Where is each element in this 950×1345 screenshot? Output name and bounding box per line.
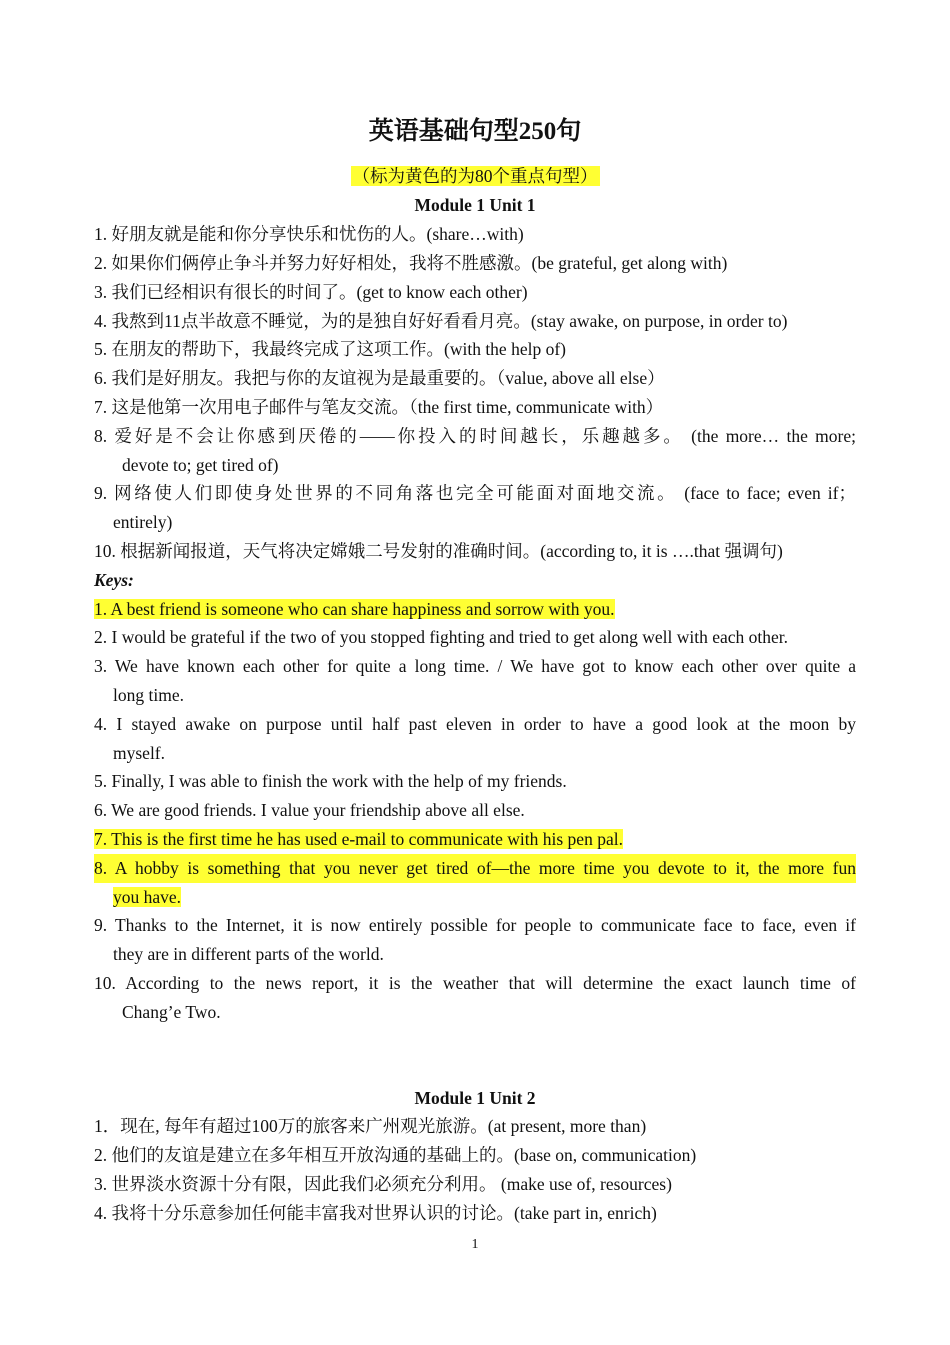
key-2: 2. I would be grateful if the two of you stopped fighting and tried to get along well with each other.: [94, 627, 789, 647]
page-number: 1: [471, 1237, 479, 1252]
document-title: 英语基础句型250句: [368, 118, 582, 145]
unit1-question-5: 5. 在朋友的帮助下，我最终完成了这项工作。(with the help of): [94, 339, 566, 359]
unit2-question-1: 1．现在, 每年有超过100万的旅客来广州观光旅游。(at present, more than): [94, 1116, 647, 1136]
key-4-line2: myself.: [113, 743, 166, 763]
unit2-question-4: 4. 我将十分乐意参加任何能丰富我对世界认识的讨论。(take part in, enrich): [94, 1203, 657, 1223]
key-10-line1: 10. According to the news report, it is the weather that will determine the exact launch time of: [94, 973, 856, 993]
unit1-question-6: 6. 我们是好朋友。我把与你的友谊视为是最重要的。（value, above all else）: [94, 368, 665, 388]
key-1: [94, 595, 856, 624]
unit1-question-7: 7. 这是他第一次用电子邮件与笔友交流。（the first time, communicate with）: [94, 397, 664, 417]
key-10-line2: Chang’e Two.: [122, 1002, 221, 1022]
key-6: 6. We are good friends. I value your friendship above all else.: [94, 800, 525, 820]
key-9-line1: 9. Thanks to the Internet, it is now entirely possible for people to communicate face to face, even if: [94, 915, 856, 935]
key-8-line1: 8. A hobby is something that you never get tired of—the more time you devote to it, the more fun: [94, 854, 856, 883]
unit1-question-10: 10. 根据新闻报道，天气将决定嫦娥二号发射的准确时间。(according to, it is ….that 强调句): [94, 541, 783, 561]
subtitle-row: [0, 162, 950, 191]
unit1-question-4: 4. 我熬到11点半故意不睡觉，为的是独自好好看看月亮。(stay awake, on purpose, in order to): [94, 311, 788, 331]
unit1-question-9-line1: 9. 网络使人们即使身处世界的不同角落也完全可能面对面地交流。 (face to face; even if；: [94, 483, 856, 503]
unit1-question-8-line1: 8. 爱好是不会让你感到厌倦的——你投入的时间越长，乐趣越多。 (the more… the more;: [94, 426, 856, 446]
unit1-heading: Module 1 Unit 1: [414, 195, 536, 215]
key-3-line2: long time.: [113, 685, 184, 705]
unit2-question-2: 2. 他们的友谊是建立在多年相互开放沟通的基础上的。(base on, communication): [94, 1145, 697, 1165]
key-1-text: 1. A best friend is someone who can share happiness and sorrow with you.: [94, 599, 615, 619]
key-8-line2: [113, 883, 875, 912]
unit1-question-8-line2: devote to; get tired of): [122, 455, 279, 475]
unit2-question-3: 3. 世界淡水资源十分有限，因此我们必须充分利用。 (make use of, resources): [94, 1174, 672, 1194]
key-8-line2-text: you have.: [113, 887, 182, 907]
unit1-question-1: 1. 好朋友就是能和你分享快乐和忧伤的人。(share…with): [94, 224, 524, 244]
unit1-question-3: 3. 我们已经相识有很长的时间了。(get to know each other): [94, 282, 528, 302]
unit2-heading: Module 1 Unit 2: [414, 1088, 536, 1108]
unit1-question-9-line2: entirely): [113, 512, 173, 532]
key-5: 5. Finally, I was able to finish the work with the help of my friends.: [94, 771, 567, 791]
unit1-question-2: 2. 如果你们俩停止争斗并努力好好相处，我将不胜感激。(be grateful, get along with): [94, 253, 728, 273]
key-4-line1: 4. I stayed awake on purpose until half past eleven in order to have a good look at the moon by: [94, 714, 856, 734]
key-7-text: 7. This is the first time he has used e-mail to communicate with his pen pal.: [94, 829, 623, 849]
key-7: [94, 825, 856, 854]
key-3-line1: 3. We have known each other for quite a long time. / We have got to know each other over quite a: [94, 656, 856, 676]
key-9-line2: they are in different parts of the world.: [113, 944, 384, 964]
keys-label: Keys:: [94, 570, 134, 590]
document-subtitle: （标为黄色的为80个重点句型）: [352, 166, 598, 186]
